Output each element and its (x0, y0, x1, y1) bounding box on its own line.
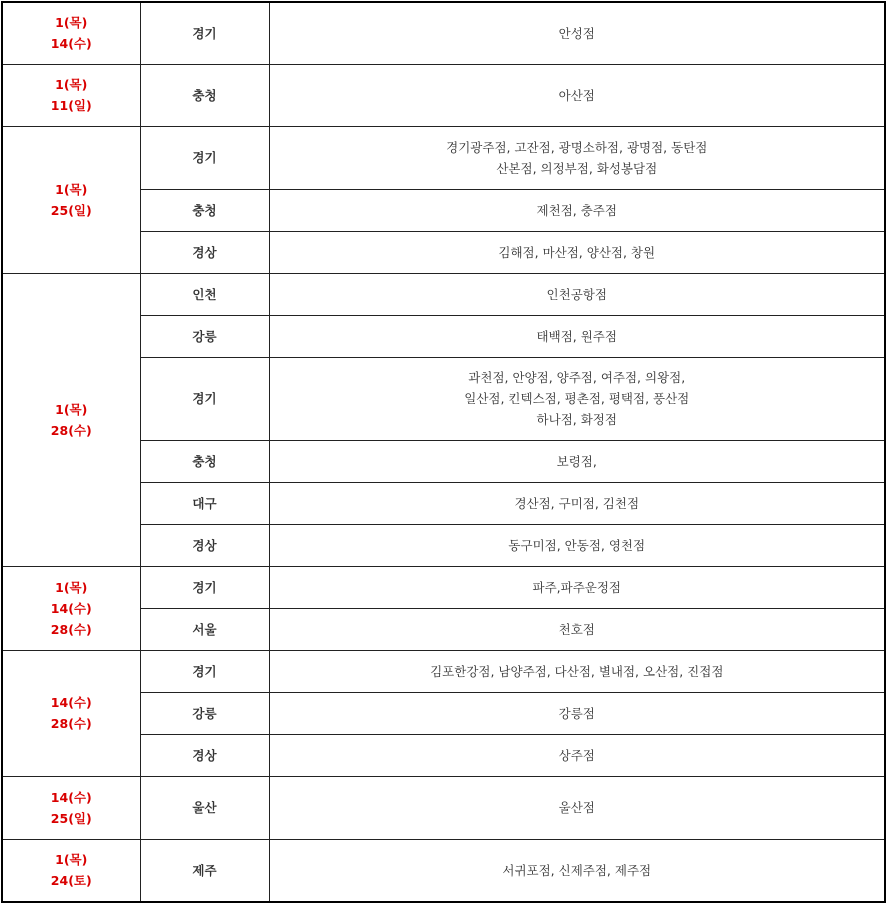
date-text: 1(목) (55, 15, 88, 31)
stores-cell (269, 566, 885, 608)
date-cell (2, 839, 140, 902)
store-line: 과천점, 안양점, 양주점, 여주점, 의왕점, (468, 370, 686, 385)
region-cell: 서울 (140, 608, 269, 650)
date-cell (2, 64, 140, 126)
date-text: 1(목) (55, 852, 88, 868)
closing-schedule-table (1, 1, 886, 903)
date-text: 14(수) (50, 789, 92, 805)
store-line: 천호점 (558, 621, 595, 637)
store-line: 경산점, 구미점, 김천점 (514, 495, 640, 511)
region-cell: 인천 (140, 273, 269, 315)
table-row (2, 126, 885, 189)
stores-cell (269, 273, 885, 315)
region-cell: 경기 (140, 126, 269, 189)
date-text: 14(수) (50, 695, 92, 710)
region-cell: 충청 (140, 64, 269, 126)
store-line: 아산점 (558, 87, 595, 103)
store-line: 파주,파주운정점 (532, 579, 621, 595)
region-cell: 경기 (140, 2, 269, 64)
table-row (2, 2, 885, 64)
date-cell (2, 126, 140, 273)
date-text: 28(수) (50, 621, 92, 637)
region-cell: 울산 (140, 776, 269, 839)
stores-cell (269, 482, 885, 524)
store-line: 상주점 (558, 747, 595, 763)
store-line: 김해점, 마산점, 양산점, 창원 (498, 244, 656, 260)
date-text: 28(수) (50, 422, 92, 438)
date-cell (2, 273, 140, 566)
region-cell: 대구 (140, 482, 269, 524)
schedule-body (2, 2, 885, 902)
stores-cell (269, 692, 885, 734)
store-line: 강릉점 (558, 705, 595, 721)
store-line: 경기광주점, 고잔점, 광명소하점, 광명점, 동탄점 (446, 139, 708, 155)
region-cell: 경기 (140, 650, 269, 692)
date-text: 1(목) (55, 579, 88, 595)
store-line: 인천공항점 (546, 286, 607, 302)
stores-cell (269, 126, 885, 189)
store-line: 보령점, (556, 453, 597, 469)
table-row (2, 650, 885, 692)
store-line: 일산점, 킨텍스점, 평촌점, 평택점, 풍산점 (464, 391, 690, 406)
table-row (2, 566, 885, 608)
region-cell: 경상 (140, 734, 269, 776)
date-cell (2, 776, 140, 839)
store-line: 동구미점, 안동점, 영천점 (508, 537, 646, 553)
date-text: 1(목) (55, 401, 88, 417)
region-cell: 강릉 (140, 315, 269, 357)
table-row (2, 776, 885, 839)
store-line: 산본점, 의정부점, 화성봉담점 (496, 160, 658, 176)
store-line: 제천점, 충주점 (536, 202, 617, 218)
store-line: 태백점, 원주점 (536, 328, 617, 344)
store-line: 안성점 (558, 25, 595, 41)
stores-cell (269, 650, 885, 692)
date-cell (2, 650, 140, 776)
date-text: 1(목) (55, 181, 88, 197)
date-text: 28(수) (50, 716, 92, 731)
region-cell: 충청 (140, 189, 269, 231)
stores-cell (269, 608, 885, 650)
date-text: 25(일) (50, 202, 92, 218)
table-row (2, 273, 885, 315)
date-text: 14(수) (50, 600, 92, 616)
region-cell: 경기 (140, 566, 269, 608)
stores-cell (269, 734, 885, 776)
stores-cell (269, 524, 885, 566)
store-line: 하나점, 화정점 (536, 412, 617, 427)
region-cell: 경상 (140, 231, 269, 273)
stores-cell (269, 440, 885, 482)
table-row (2, 64, 885, 126)
store-line: 울산점 (558, 800, 595, 815)
stores-cell (269, 64, 885, 126)
stores-cell (269, 776, 885, 839)
date-text: 25(일) (50, 810, 92, 826)
region-cell: 경상 (140, 524, 269, 566)
store-line: 서귀포점, 신제주점, 제주점 (502, 862, 652, 878)
stores-cell (269, 2, 885, 64)
date-text: 24(토) (50, 873, 92, 889)
date-cell (2, 566, 140, 650)
region-cell: 경기 (140, 357, 269, 440)
region-cell: 제주 (140, 839, 269, 902)
stores-cell (269, 315, 885, 357)
stores-cell (269, 839, 885, 902)
date-cell (2, 2, 140, 64)
stores-cell (269, 357, 885, 440)
table-row (2, 839, 885, 902)
region-cell: 강릉 (140, 692, 269, 734)
region-cell: 충청 (140, 440, 269, 482)
date-text: 11(일) (50, 98, 92, 113)
stores-cell (269, 231, 885, 273)
date-text: 1(목) (55, 77, 88, 92)
date-text: 14(수) (50, 36, 92, 52)
stores-cell (269, 189, 885, 231)
store-line: 김포한강점, 남양주점, 다산점, 별내점, 오산점, 진접점 (430, 663, 724, 679)
